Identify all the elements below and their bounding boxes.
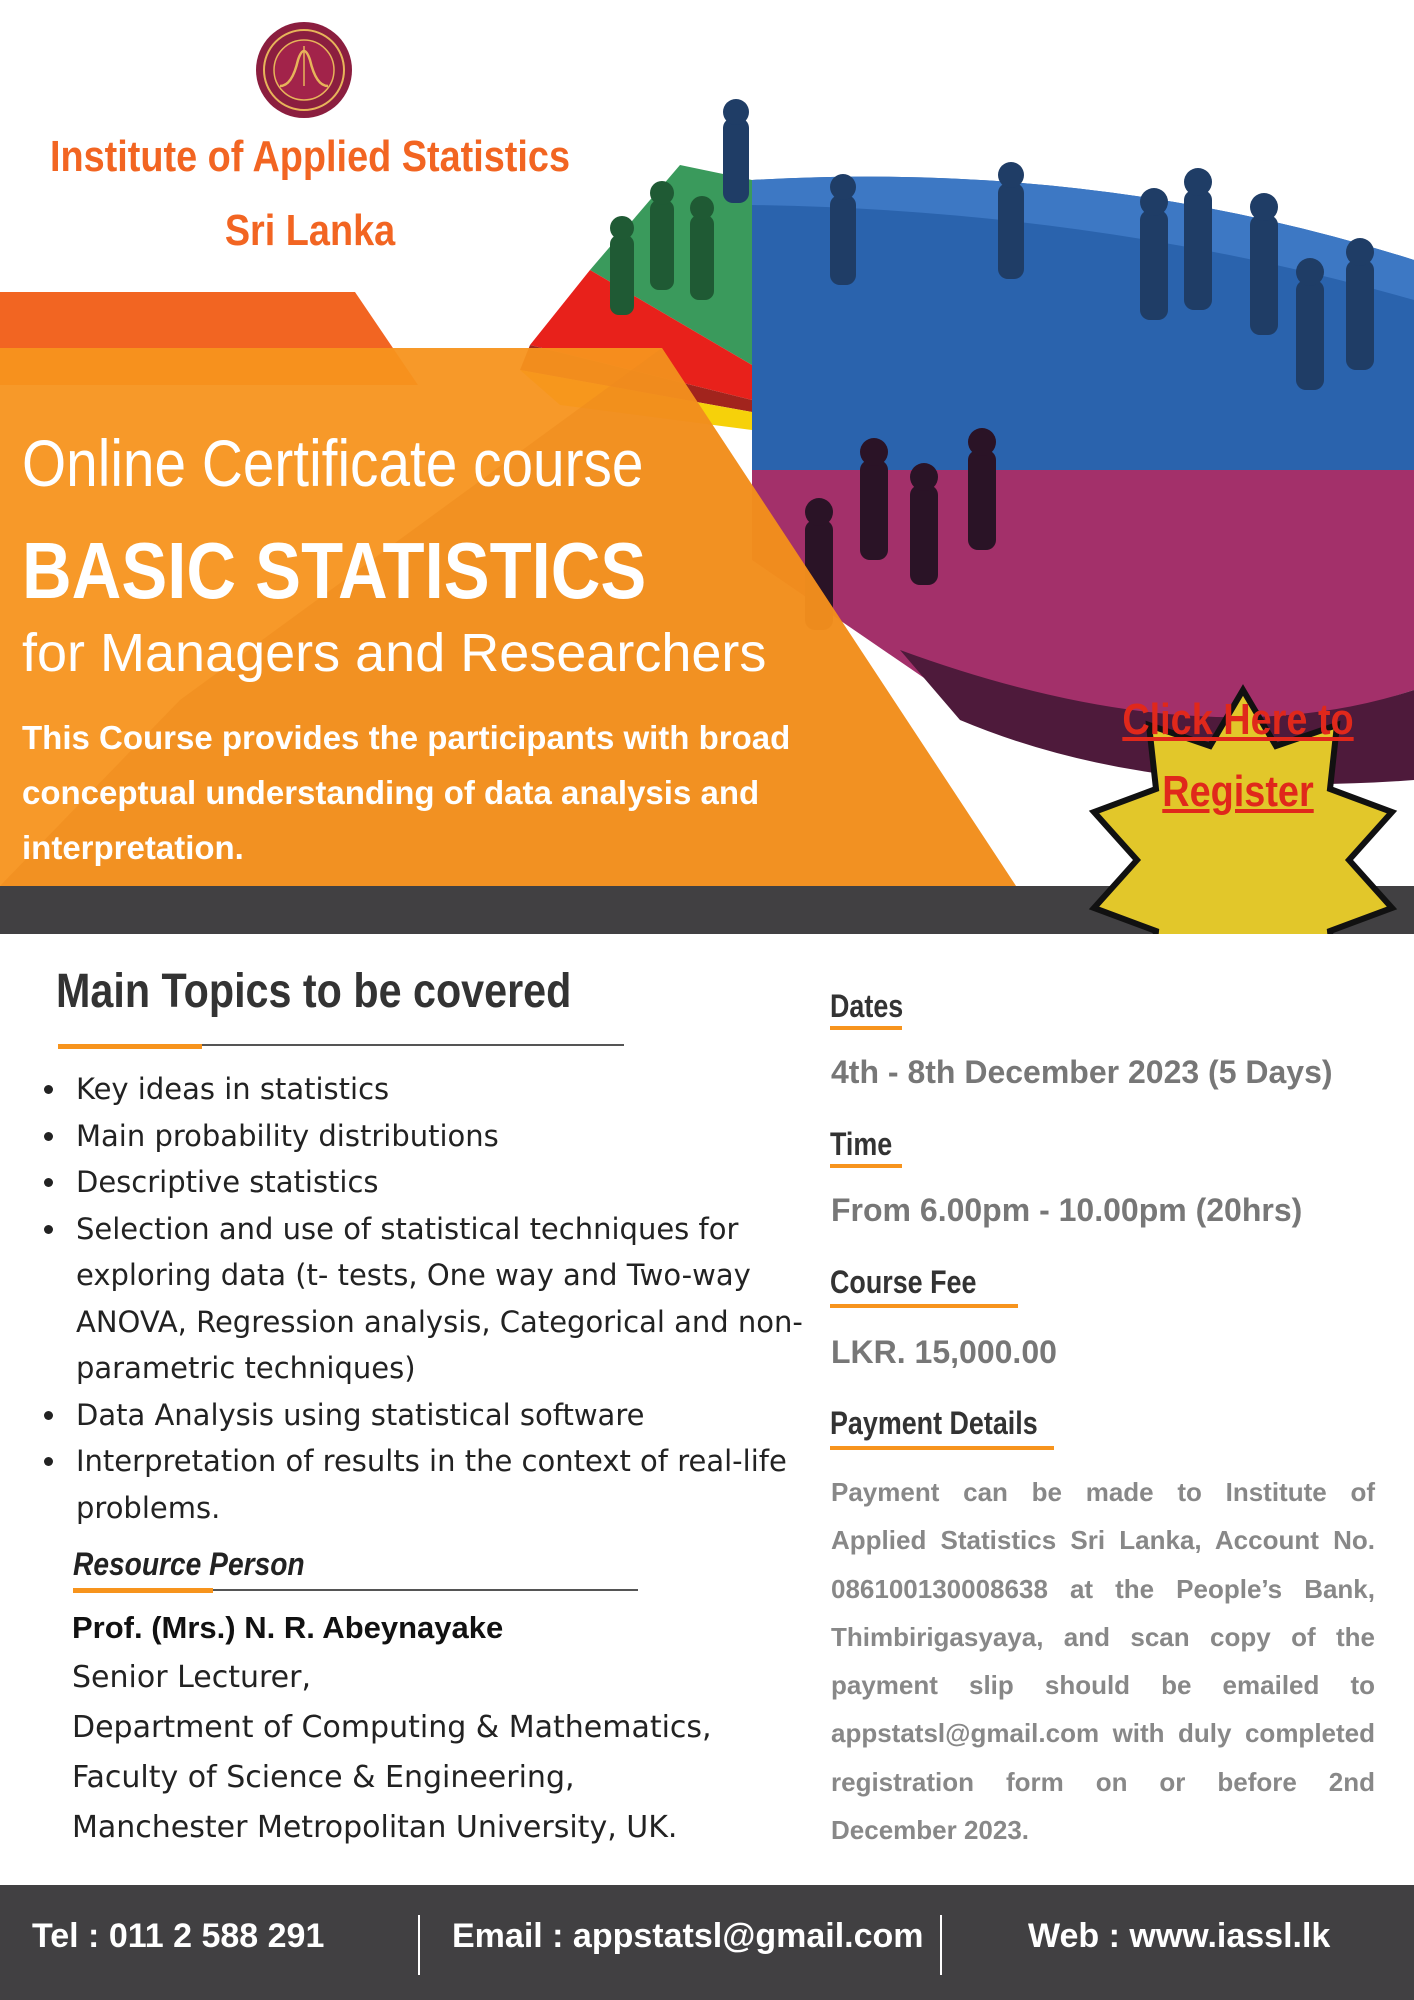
topics-list: [76, 1066, 816, 1531]
footer-email[interactable]: Email : appstatsl@gmail.com: [452, 1917, 924, 1955]
list-item-text: Descriptive statistics: [76, 1165, 379, 1199]
fee-value: LKR. 15,000.00: [831, 1334, 1057, 1370]
register-button[interactable]: [1062, 684, 1414, 828]
bullet-icon: [44, 1132, 53, 1141]
bullet-icon: [44, 1457, 53, 1466]
list-item: [76, 1113, 816, 1160]
bullet-icon: [44, 1085, 53, 1094]
dates-underline: [830, 1026, 902, 1030]
course-subtitle: for Managers and Researchers: [22, 623, 767, 683]
list-item: [76, 1438, 816, 1531]
bullet-icon: [44, 1178, 53, 1187]
hero-banner: [0, 0, 1414, 934]
list-item-text: Interpretation of results in the context of real-life problems.: [76, 1444, 787, 1525]
payment-underline: [830, 1446, 1054, 1450]
time-underline: [830, 1164, 902, 1168]
resource-person-faculty: Faculty of Science & Engineering,: [72, 1760, 575, 1795]
footer-tel: Tel : 011 2 588 291: [32, 1917, 325, 1955]
resource-person-university: Manchester Metropolitan University, UK.: [72, 1810, 678, 1845]
resource-person-name: Prof. (Mrs.) N. R. Abeynayake: [72, 1610, 504, 1645]
resource-person-title: Senior Lecturer,: [72, 1660, 311, 1695]
dates-value: 4th - 8th December 2023 (5 Days): [831, 1054, 1333, 1090]
course-kicker: Online Certificate course: [22, 426, 644, 500]
fee-underline: [830, 1304, 1018, 1308]
time-heading: Time: [830, 1126, 893, 1162]
institute-name-line2: Sri Lanka: [224, 206, 396, 255]
footer-divider: [940, 1915, 942, 1975]
fee-heading: Course Fee: [830, 1264, 977, 1300]
payment-heading: Payment Details: [830, 1405, 1038, 1441]
footer-web[interactable]: Web : www.iassl.lk: [1028, 1917, 1331, 1955]
list-item: [76, 1066, 816, 1113]
list-item: [76, 1206, 816, 1392]
list-item-text: Data Analysis using statistical software: [76, 1397, 645, 1432]
topics-heading: Main Topics to be covered: [56, 965, 572, 1018]
dates-heading: Dates: [830, 988, 904, 1024]
footer-divider: [418, 1915, 420, 1975]
course-title: BASIC STATISTICS: [22, 526, 647, 615]
resource-person-divider-accent: [73, 1588, 213, 1593]
institute-seal-icon: [254, 20, 354, 120]
payment-details-text: Payment can be made to Institute of Applied Statistics Sri Lanka, Account No. 086100130008638 at the People’s Bank, Thimbirigasyaya, and scan copy of the payment slip should be emailed to appstatsl@gmail.com with duly completed registration form on or before 2nd December 2023.: [831, 1477, 1375, 1846]
list-item-text: Key ideas in statistics: [76, 1072, 390, 1106]
institute-name-line1: Institute of Applied Statistics: [49, 132, 570, 181]
list-item-text: Main probability distributions: [76, 1118, 499, 1153]
list-item: [76, 1159, 816, 1206]
bullet-icon: [44, 1411, 53, 1420]
course-description: This Course provides the participants with broad conceptual understanding of data analysis and interpretation.: [22, 719, 791, 866]
list-item-text: Selection and use of statistical techniques for exploring data (t- tests, One way and Two-way ANOVA, Regression analysis, Categorical and non-parametric techniques): [76, 1211, 803, 1385]
time-value: From 6.00pm - 10.00pm (20hrs): [831, 1192, 1303, 1228]
register-button-line2[interactable]: Register: [1162, 767, 1314, 816]
topics-divider-accent: [58, 1044, 202, 1049]
resource-person-department: Department of Computing & Mathematics,: [72, 1710, 712, 1745]
list-item: [76, 1392, 816, 1439]
resource-person-heading: Resource Person: [73, 1546, 305, 1582]
register-button-line1[interactable]: Click Here to: [1122, 695, 1354, 744]
contact-footer: [0, 1885, 1414, 2000]
bullet-icon: [44, 1225, 53, 1234]
